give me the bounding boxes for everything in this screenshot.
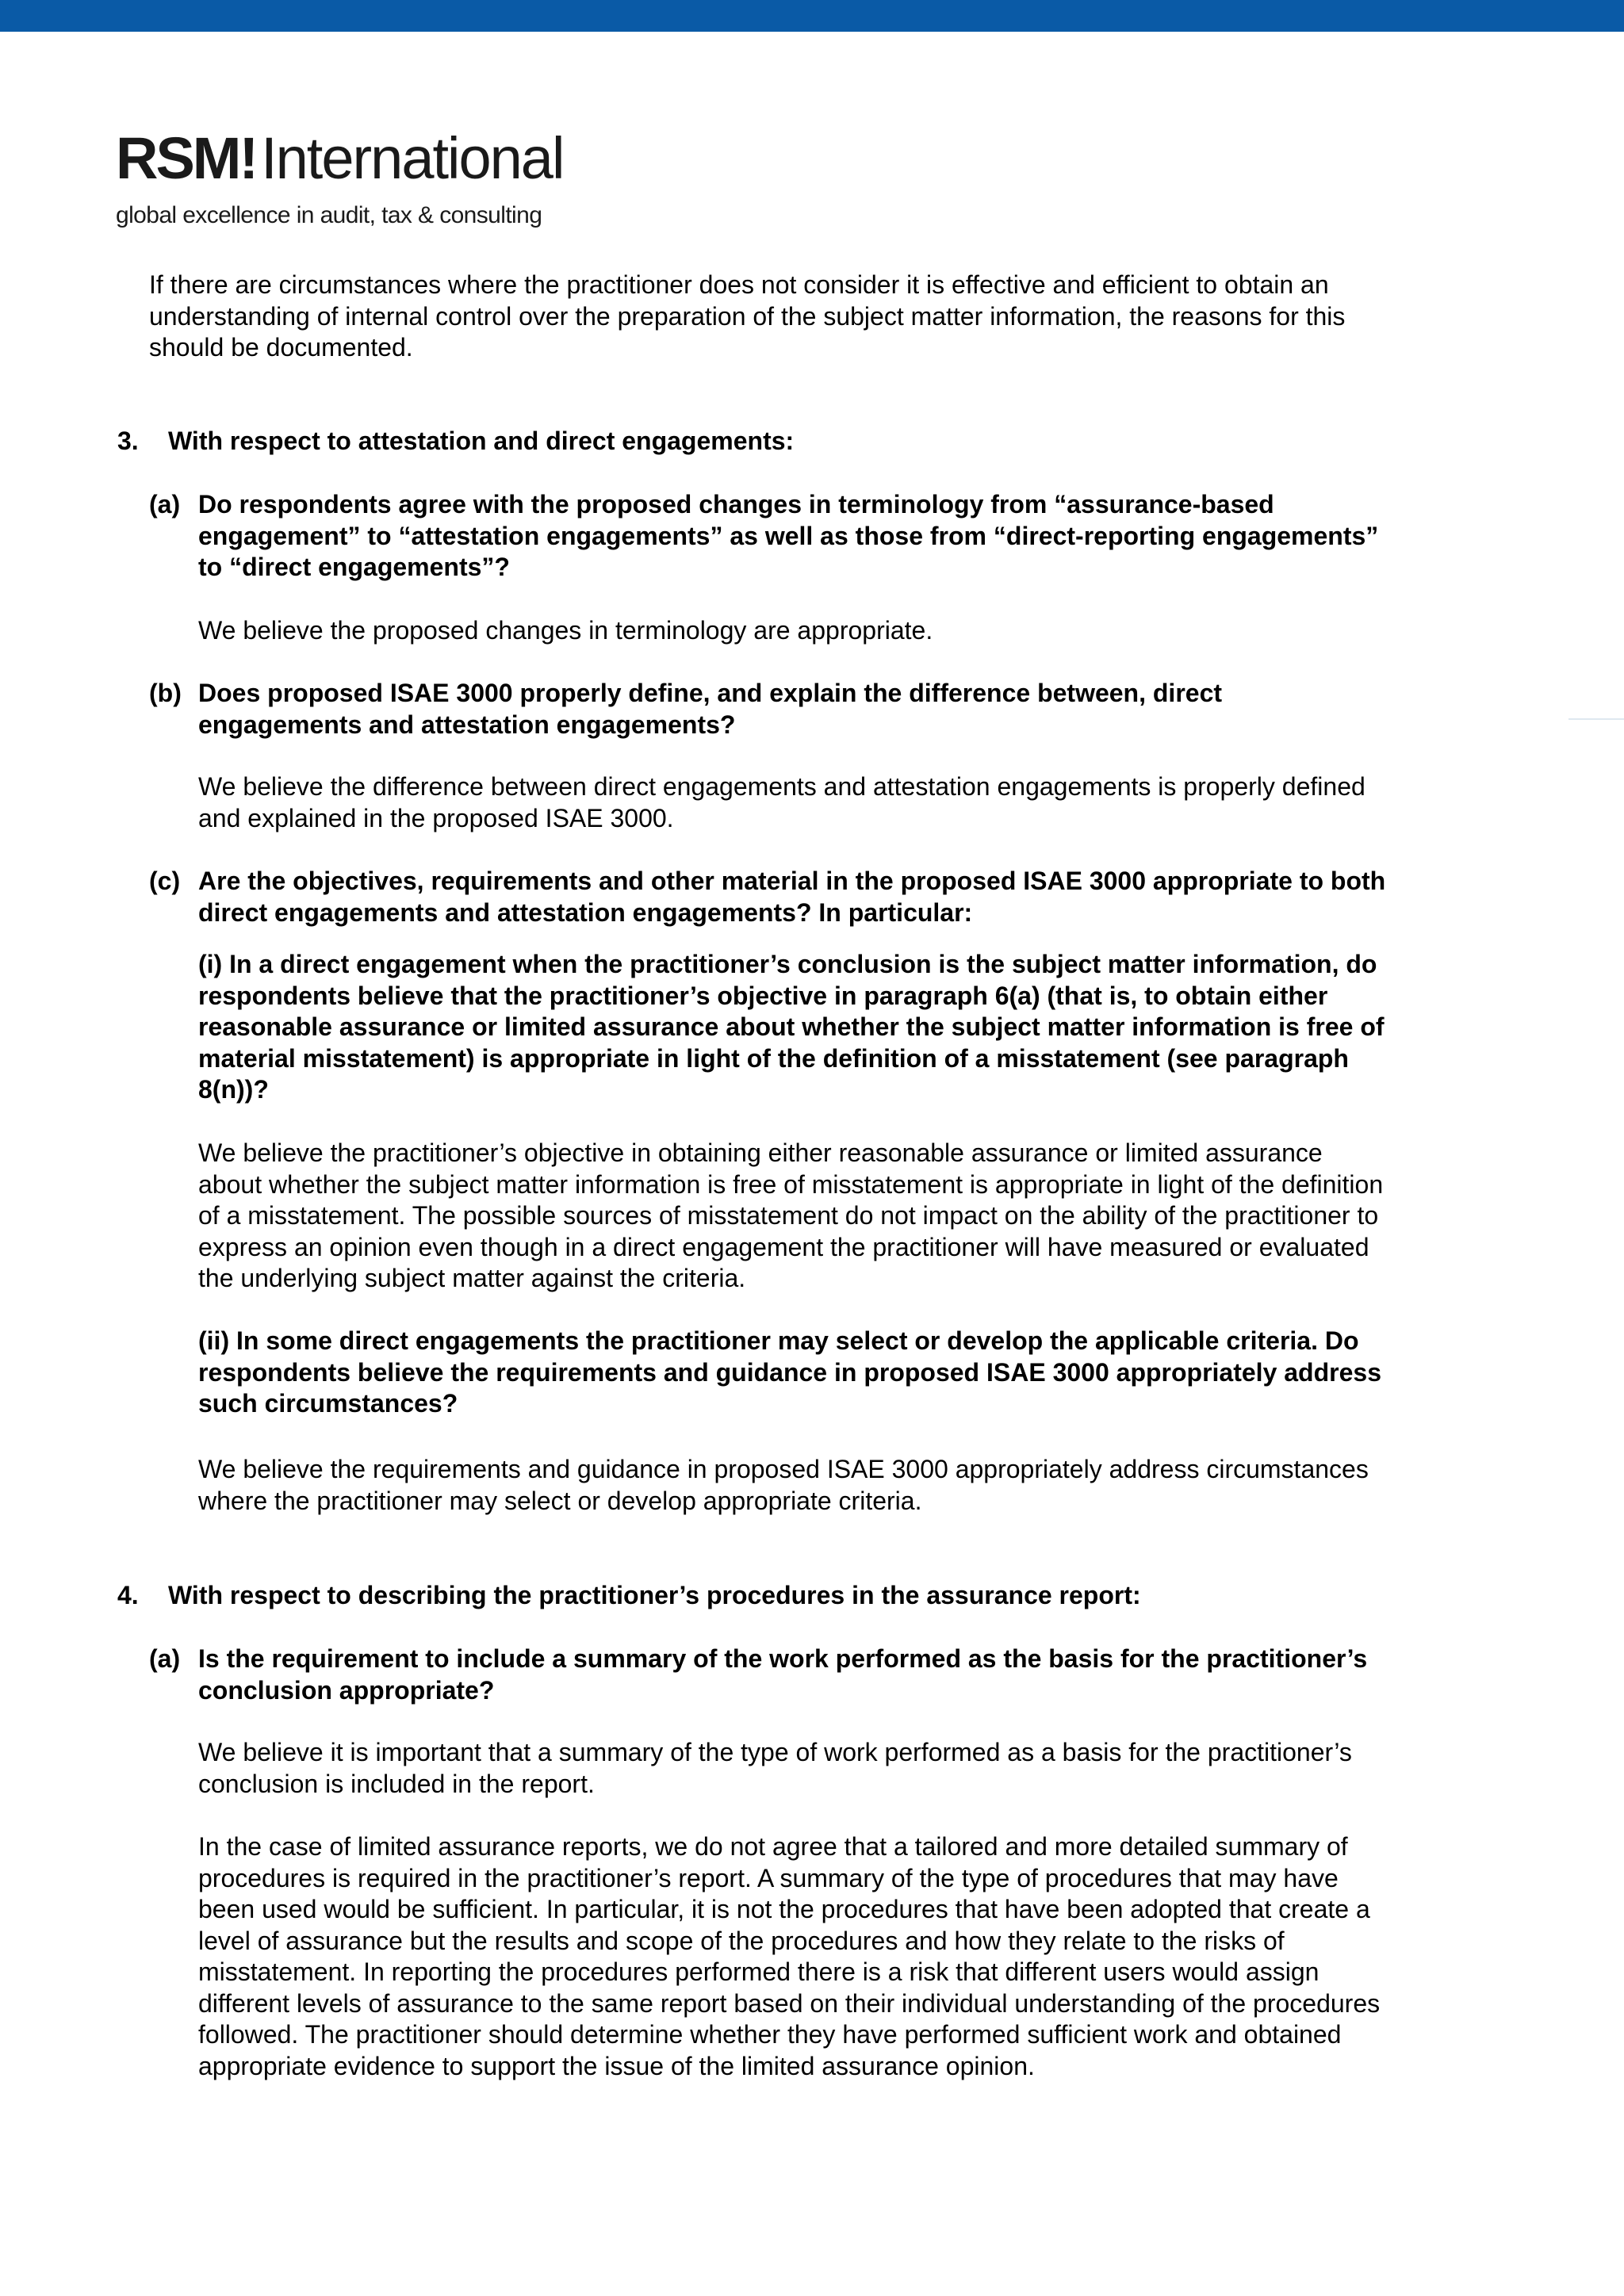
logo-brand: RSM!	[116, 125, 257, 191]
q4-heading: With respect to describing the practitioner’s procedures in the assurance report:	[168, 1581, 1141, 1609]
intro-paragraph: If there are circumstances where the practitioner does not consider it is effective and efficient to obtain an understanding of internal control over the preparation of the subject matter information, the reasons for this should be documented.	[149, 270, 1346, 362]
rsm-logo	[116, 127, 563, 232]
logo-name: International	[261, 125, 564, 191]
logo-tagline: global excellence in audit, tax & consulting	[116, 202, 542, 228]
q3b-label: (b)	[149, 679, 182, 707]
q3c-question: Are the objectives, requirements and other material in the proposed ISAE 3000 appropriate to both direct engagements and attestation engagements? In particular:	[198, 867, 1386, 927]
top-color-bar	[0, 0, 1624, 32]
q3c-ii-question: (ii) In some direct engagements the practitioner may select or develop the applicable criteria. Do respondents believe the requirements and guidance in proposed ISAE 3000 appropriately address such circumstances?	[198, 1326, 1381, 1418]
q4a-answer-1: We believe it is important that a summary of the type of work performed as a basis for the practitioner’s conclusion is included in the report.	[198, 1738, 1352, 1798]
q4a-answer-2: In the case of limited assurance reports, we do not agree that a tailored and more detailed summary of procedures is required in the practitioner’s report. A summary of the type of procedures that may have been used would be sufficient. In particular, it is not the procedures that have been adopted that create a level of assurance but the results and scope of the procedures and how they relate to the risks of misstatement. In reporting the procedures performed there is a risk that different users would assign different levels of assurance to the same report based on their individual understanding of the procedures followed. The practitioner should determine whether they have performed sufficient work and obtained appropriate evidence to support the issue of the limited assurance opinion.	[198, 1832, 1381, 2080]
q4-number: 4.	[117, 1581, 139, 1609]
q3c-label: (c)	[149, 867, 181, 895]
q3c-i-question: (i) In a direct engagement when the practitioner’s conclusion is the subject matter information, do respondents believe that the practitioner’s objective in paragraph 6(a) (that is, to obtain either reasonable assurance or limited assurance about whether the subject matter information is free of material misstatement) is appropriate in light of the definition of a misstatement (see paragraph 8(n))?	[198, 950, 1385, 1104]
q3c-ii-answer: We believe the requirements and guidance in proposed ISAE 3000 appropriately address circumstances where the practitioner may select or develop appropriate criteria.	[198, 1455, 1369, 1515]
q3-number: 3.	[117, 427, 139, 455]
q3c-i-answer: We believe the practitioner’s objective in obtaining either reasonable assurance or limited assurance about whether the subject matter information is free of misstatement is appropriate in light of the definition of a misstatement. The possible sources of misstatement do not impact on the ability of the practitioner to express an opinion even though in a direct engagement the practitioner will have measured or evaluated the underlying subject matter against the criteria.	[198, 1138, 1384, 1292]
q4a-label: (a)	[149, 1644, 181, 1673]
q3a-answer: We believe the proposed changes in terminology are appropriate.	[198, 616, 933, 645]
q3b-question: Does proposed ISAE 3000 properly define, and explain the difference between, direct engagements and attestation engagements?	[198, 679, 1223, 739]
q3a-question: Do respondents agree with the proposed changes in terminology from “assurance-based engagement” to “attestation engagements” as well as those from “direct-reporting engagements” to “direct engagements”?	[198, 490, 1379, 581]
logo-wordmark	[116, 127, 563, 190]
q4a-question: Is the requirement to include a summary of the work performed as the basis for the practitioner’s conclusion appropriate?	[198, 1644, 1368, 1705]
margin-rule	[1568, 718, 1624, 720]
q3-heading: With respect to attestation and direct engagements:	[168, 427, 795, 455]
q3b-answer: We believe the difference between direct engagements and attestation engagements is properly defined and explained in the proposed ISAE 3000.	[198, 772, 1365, 832]
q3a-label: (a)	[149, 490, 181, 519]
